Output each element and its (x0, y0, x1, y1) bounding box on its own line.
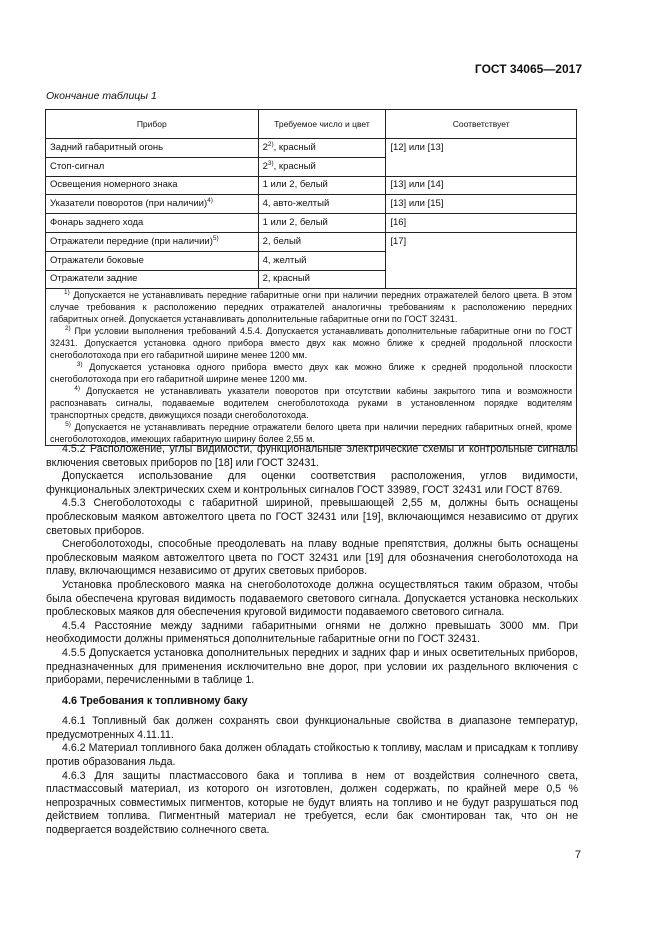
document-id: ГОСТ 34065—2017 (474, 62, 582, 76)
count-cell: 2, белый (258, 232, 386, 251)
paragraph-4-5-4: 4.5.4 Расстояние между задними габаритными огнями не должно превышать 3000 мм. При необходимости должны применяться дополнительные габаритные огни по ГОСТ 32431. (46, 619, 578, 646)
paragraph-4-5-2: 4.5.2 Расположение, углы видимости, функциональные электрические схемы и контрольные сигналы включения световых приборов по [18] или ГОСТ 32431. (46, 443, 578, 469)
footnote-5: $^{5)}$ Допускается не устанавливать передние отражатели белого цвета при наличии передних габаритных огней, кроме снегоболотоходов, имеющих габаритную ширину более 2,55 м. (50, 421, 572, 445)
reference-cell: [17] (386, 232, 577, 288)
device-cell: Задний габаритный огонь (46, 139, 259, 158)
count-cell: 4, авто-желтый (258, 195, 386, 214)
device-cell: Фонарь заднего хода (46, 214, 259, 233)
table-caption: Окончание таблицы 1 (46, 90, 157, 102)
device-cell: Отражатели передние (при наличии)$^{5)}$ (46, 232, 259, 251)
table-row (46, 195, 577, 214)
reference-cell: [13] или [15] (386, 195, 577, 214)
table-row (46, 214, 577, 233)
device-cell: Освещения номерного знака (46, 176, 259, 195)
table-row (46, 176, 577, 195)
column-header-count: Требуемое число и цвет (258, 110, 386, 139)
footnote-4: $^{4)}$ Допускается не устанавливать указатели поворотов при отсутствии кабины закрытого типа и возможности распознавать сигналы, подаваемые водителем снегоболотохода руками в установленном порядке водителям транспортных средств, движущихся позади снегоболотохода. (50, 385, 572, 421)
table-row (46, 232, 577, 251)
column-header-device: Прибор (46, 110, 259, 139)
page-number: 7 (574, 849, 581, 861)
section-heading: 4.6 Требования к топливному баку (62, 694, 248, 707)
device-cell: Стоп-сигнал (46, 157, 259, 176)
table-notes-row (46, 289, 577, 446)
paragraph: Установка проблескового маяка на снегоболотоходе должна осуществляться таким образом, чтобы была обеспечена круговая видимость подаваемого светового сигнала. Допускается установка нескольких проблесковых маяков для обеспечения круговой видимости подаваемого светового сигнала. (46, 578, 578, 619)
paragraph-4-6-3: 4.6.3 Для защиты пластмассового бака и топлива в нем от воздействия солнечного света, пластмассовый материал, из которого он изготовлен, должен содержать, по крайней мере 0,5 % непрозрачных совместимых пигментов, которые не будут влиять на топливо и не будут разрушаться под действием топлива. Пигментный материал не требуется, если бак смонтирован так, что он не подвергается воздействию солнечного света. (46, 769, 578, 837)
table-row (46, 139, 577, 158)
reference-cell: [16] (386, 214, 577, 233)
lighting-table (45, 109, 577, 446)
column-header-reference: Соответствует (386, 110, 577, 139)
footnote-3: $^{3)}$ Допускается установка одного прибора вместо двух как можно ближе к средней продольной плоскости снегоболотохода при его габаритной ширине менее 1200 мм. (50, 361, 572, 385)
table-header-row (46, 110, 577, 139)
footnote-2: $^{2)}$ При условии выполнения требований 4.5.4. Допускается устанавливать дополнительные габаритные огни по ГОСТ 32431. Допускается установка одного прибора вместо двух как можно ближе к средней продольной плоскости снегоболотохода при его габаритной ширине менее 1200 мм. (50, 325, 572, 361)
count-cell: 1 или 2, белый (258, 214, 386, 233)
body-text (46, 443, 578, 838)
count-cell: 1 или 2, белый (258, 176, 386, 195)
paragraph-4-6-2: 4.6.2 Материал топливного бака должен обладать стойкостью к топливу, маслам и присадкам к топливу против образования льда. (46, 742, 578, 769)
device-cell: Указатели поворотов (при наличии)$^{4)}$ (46, 195, 259, 214)
count-cell: 4, желтый (258, 251, 386, 270)
count-cell: 2$^{3)}$, красный (258, 157, 386, 176)
device-cell: Отражатели задние (46, 270, 259, 289)
device-cell: Отражатели боковые (46, 251, 259, 270)
count-cell: 2$^{2)}$, красный (258, 139, 386, 158)
paragraph: Снегоболотоходы, способные преодолевать на плаву водные препятствия, должны быть оснащены проблесковым маяком автожелтого цвета по ГОСТ 32431 или [19] для обозначения снегоболотохода на плаву, включающимся независимо от других световых приборов. (46, 538, 578, 578)
footnote-1: $^{1)}$ Допускается не устанавливать передние габаритные огни при наличии передних отражателей белого цвета. В этом случае требования к расположению передних отражателей аналогичны требованиям к расположению передних габаритных огней. Допускается устанавливать дополнительные габаритные огни по ГОСТ 32431. (50, 289, 572, 325)
reference-cell: [12] или [13] (386, 139, 577, 177)
table-notes (46, 289, 577, 446)
reference-cell: [13] или [14] (386, 176, 577, 195)
paragraph-4-5-3: 4.5.3 Снегоболотоходы с габаритной шириной, превышающей 2,55 м, должны быть оснащены проблесковым маяком автожелтого цвета по ГОСТ 32431 или [19], включающимся независимо от других световых приборов. (46, 497, 578, 537)
paragraph-4-6-1: 4.6.1 Топливный бак должен сохранять свои функциональные свойства в диапазоне температур, предусмотренных 4.11.11. (46, 715, 578, 741)
paragraph-4-5-5: 4.5.5 Допускается установка дополнительных передних и задних фар и иных осветительных приборов, предназначенных для применения исключительно вне дорог, при условии их раздельного включения с приборами, перечисленными в таблице 1. (46, 646, 578, 687)
count-cell: 2, красный (258, 270, 386, 289)
paragraph: Допускается использование для оценки соответствия расположения, углов видимости, функциональных электрических схем и контрольных сигналов ГОСТ 33989, ГОСТ 32431 или ГОСТ 8769. (46, 470, 578, 496)
